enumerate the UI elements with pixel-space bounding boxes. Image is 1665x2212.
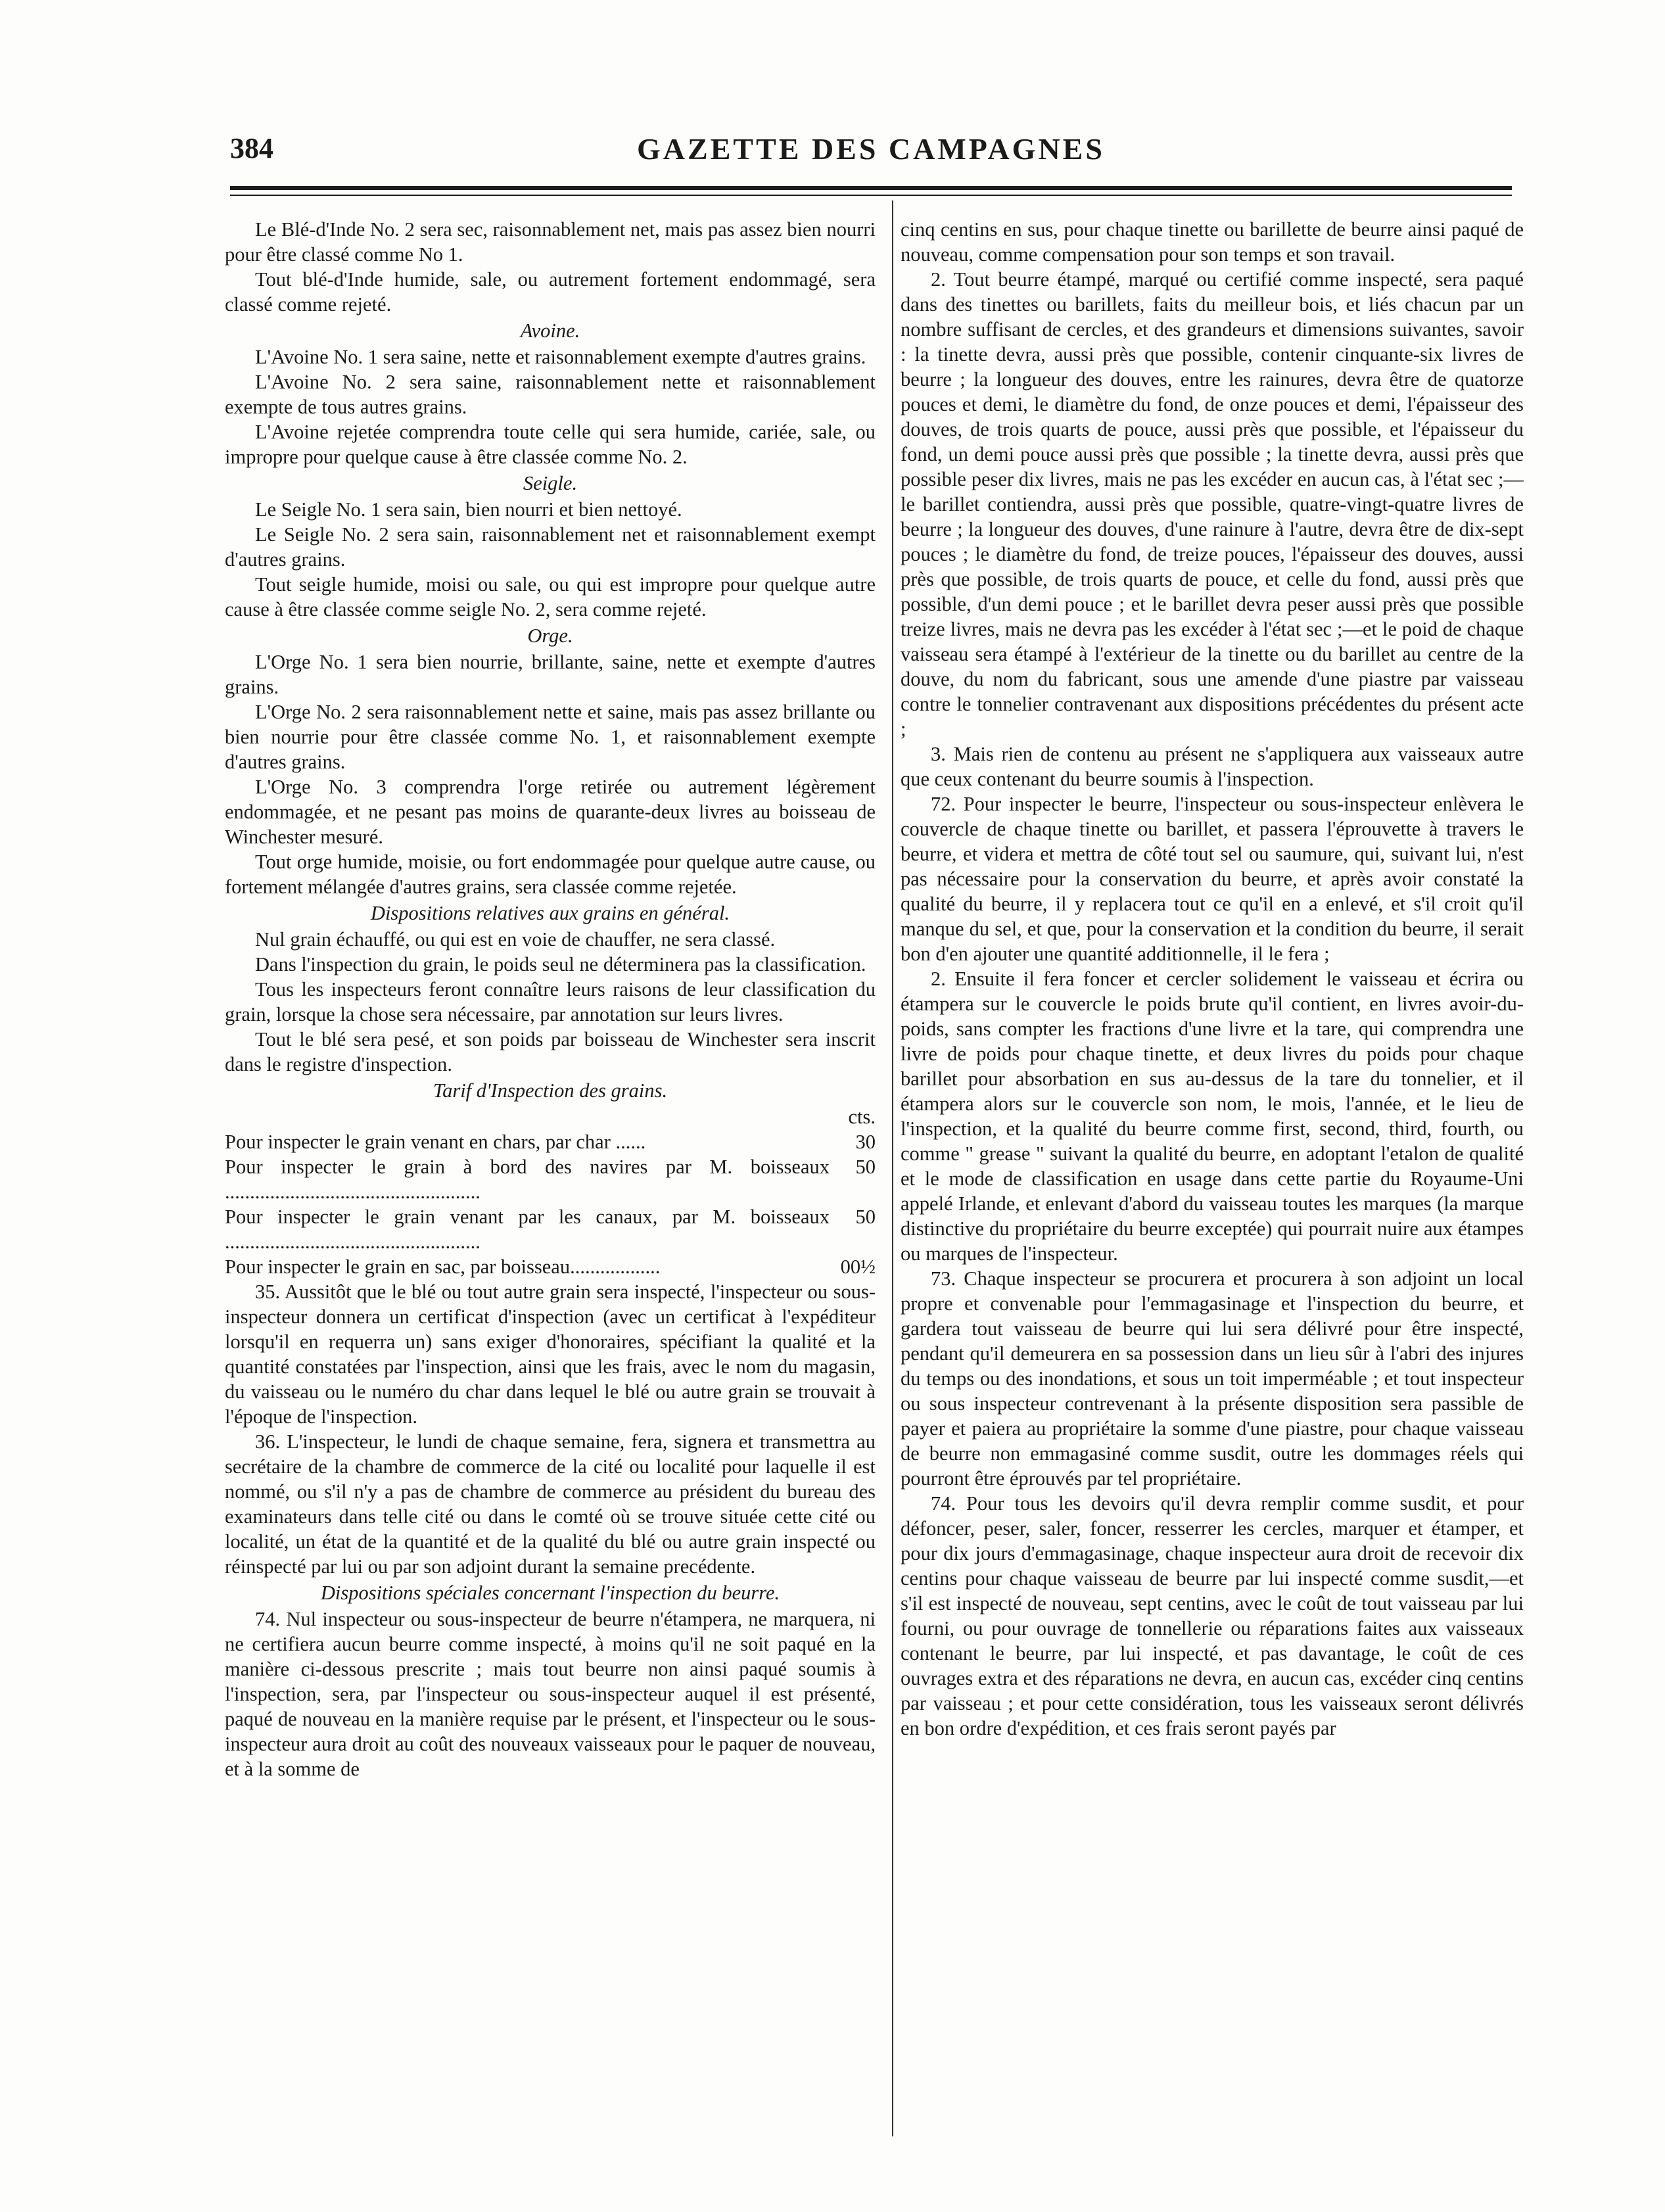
section-heading-seigle: Seigle. <box>523 472 578 494</box>
paragraph: Le Blé-d'Inde No. 2 sera sec, raisonnablement net, mais pas assez bien nourri pour être classé comme No 1. <box>225 218 876 266</box>
paragraph: 3. Mais rien de contenu au présent ne s'appliquera aux vaisseaux autre que ceux contenant du beurre soumis à l'inspection. <box>901 743 1524 790</box>
paragraph: 72. Pour inspecter le beurre, l'inspecteur ou sous-inspecteur enlèvera le couvercle de chaque tinette ou barillet, et passera l'éprouvette à travers le beurre, et videra et mettra de côté tout sel ou saumure, qui, suivant lui, n'est pas nécessaire pour la conservation du beurre, et après avoir constaté la qualité du beurre, il y replacera tout ce qu'il en a enlevé, et s'il croit qu'il manque du sel, et que, pour la conservation et la condition du beurre, il serait bon d'en ajouter une quantité additionnelle, il le fera ; <box>901 793 1524 965</box>
column-divider <box>892 200 893 2136</box>
page-number: 384 <box>230 132 273 164</box>
section-heading-orge: Orge. <box>527 624 573 647</box>
paragraph: 73. Chaque inspecteur se procurera et procurera à son adjoint un local propre et convenable pour l'emmagasinage et l'inspection du beurre, et gardera tout vaisseau de beurre qui lui sera délivré pour être inspecté, pendant qu'il demeurera en sa possession dans un lieu sûr à l'abri des injures du temps ou des inondations, et sous un toit imperméable ; et tout inspecteur ou sous inspecteur contrevenant à la présente disposition sera passible de payer et paiera au propriétaire la somme d'une piastre, pour chaque vaisseau de beurre non emmagasiné comme susdit, outre les dommages réels qui pourront être éprouvés par tel propriétaire. <box>901 1267 1524 1490</box>
paragraph: Le Seigle No. 2 sera sain, raisonnablement net et raisonnablement exempt d'autres grains. <box>225 523 876 571</box>
section-heading-tarif: Tarif d'Inspection des grains. <box>433 1079 668 1102</box>
tariff-row <box>225 1204 876 1254</box>
paragraph: 2. Tout beurre étampé, marqué ou certifié comme inspecté, sera paqué dans des tinettes ou barillets, faits du meilleur bois, et liés chacun par un nombre suffisant de cercles, et des grandeurs et dimensions suivantes, savoir : la tinette devra, aussi près que possible, contenir cinquante-six livres de beurre ; la longueur des douves, entre les rainures, devra être de quatorze pouces et demi, le diamètre du fond, de onze pouces et demi, l'épaisseur des douves, de trois quarts de pouce, aussi près que possible, et l'épaisseur du fond, un demi pouce aussi près que possible ; la tinette devra, aussi près que possible peser dix livres, mais ne pas les excéder en aucun cas, à l'état sec ;—le barillet contiendra, aussi près que possible, quatre-vingt-quatre livres de beurre ; la longueur des douves, d'une rainure à l'autre, devra être de dix-sept pouces ; le diamètre du fond, de treize pouces, l'épaisseur des douves, aussi près que possible, de trois quarts de pouce, et celle du fond, aussi près que possible, d'un demi pouce ; et le barillet devra peser aussi près que possible treize livres, mais ne devra pas les excéder à l'état sec ;—et le poid de chaque vaisseau sera étampé à l'extérieur de la tinette ou du barillet au centre de la douve, du nom du fabricant, sous une amende d'une piastre par vaisseau contre le tonnelier contravenant aux dispositions précédentes du présent acte ; <box>901 268 1524 740</box>
tariff-row <box>225 1154 876 1204</box>
tariff-amount: 50 <box>855 1206 876 1228</box>
paragraph: L'Avoine No. 1 sera saine, nette et raisonnablement exempte d'autres grains. <box>255 346 866 368</box>
paragraph: 35. Aussitôt que le blé ou tout autre grain sera inspecté, l'inspecteur ou sous-inspecteur donnera un certificat d'inspection (avec un certificat à l'expéditeur lorsqu'il en requerra un) sans exiger d'honoraires, spécifiant la qualité et la quantité constatées par l'inspection, ainsi que les frais, avec le nom du magasin, du vaisseau ou le numéro du char dans lequel le blé ou autre grain se trouvait à l'époque de l'inspection. <box>225 1281 876 1428</box>
tariff-unit: cts. <box>848 1106 876 1128</box>
paragraph: Tout seigle humide, moisi ou sale, ou qui est impropre pour quelque autre cause à être classée comme seigle No. 2, sera comme rejeté. <box>225 573 876 621</box>
tariff-amount: 50 <box>855 1156 876 1178</box>
tariff-label: Pour inspecter le grain venant en chars, par char ...... <box>225 1131 646 1153</box>
tariff-amount: 00½ <box>840 1256 876 1278</box>
right-column <box>901 217 1524 2136</box>
paragraph: 36. L'inspecteur, le lundi de chaque semaine, fera, signera et transmettra au secrétaire de la chambre de commerce de la cité ou localité pour laquelle il est nommé, ou s'il n'y a pas de chambre de commerce au président du bureau des examinateurs dans telle cité ou dans le comté où se trouve située cette cité ou localité, un état de la quantité et de la qualité du blé ou autre grain inspecté ou réinspecté par lui ou par son adjoint durant la semaine precédente. <box>225 1430 876 1578</box>
section-heading-dispositions: Dispositions relatives aux grains en général. <box>370 902 730 924</box>
tariff-row <box>225 1129 876 1154</box>
paragraph: 74. Pour tous les devoirs qu'il devra remplir comme susdit, et pour défoncer, peser, saler, foncer, resserrer les cercles, marquer et étamper, et pour dix jours d'emmagasinage, chaque inspecteur aura droit de recevoir dix centins pour chaque vaisseau de beurre par lui inspecté comme susdit,—et s'il est inspecté de nouveau, sept centins, avec le coût de tout vaisseau par lui fourni, ou pour ouvrage de tonnellerie ou réparations faites aux vaisseaux contenant le beurre, par lui inspecté, et pas davantage, le coût de ces ouvrages extra et des réparations ne devra, en aucun cas, excéder cinq centins par vaisseau ; et pour cette considération, tous les vaisseaux seront délivrés en bon ordre d'expédition, et ces frais seront payés par <box>901 1492 1524 1739</box>
paragraph: L'Avoine No. 2 sera saine, raisonnablement nette et raisonnablement exempte de tous autres grains. <box>225 371 876 418</box>
header-rule-thin <box>230 195 1512 196</box>
tariff-row <box>225 1254 876 1279</box>
header-rule-thick <box>230 186 1512 190</box>
section-heading-avoine: Avoine. <box>520 319 580 342</box>
paragraph: L'Orge No. 3 comprendra l'orge retirée ou autrement légèrement endommagée, et ne pesant pas moins de quarante-deux livres au boisseau de Winchester mesuré. <box>225 776 876 848</box>
paragraph: Tout le blé sera pesé, et son poids par boisseau de Winchester sera inscrit dans le registre d'inspection. <box>225 1028 876 1075</box>
paragraph: L'Orge No. 2 sera raisonnablement nette et saine, mais pas assez brillante ou bien nourrie pour être classée comme No. 1, et raisonnablement exempte d'autres grains. <box>225 701 876 773</box>
paragraph: Dans l'inspection du grain, le poids seul ne déterminera pas la classification. <box>255 953 866 976</box>
paragraph: Nul grain échauffé, ou qui est en voie de chauffer, ne sera classé. <box>255 928 776 951</box>
paragraph: Tout orge humide, moisie, ou fort endommagée pour quelque autre cause, ou fortement mélangée d'autres grains, sera classée comme rejetée. <box>225 851 876 898</box>
paragraph: 74. Nul inspecteur ou sous-inspecteur de beurre n'étampera, ne marquera, ni ne certifiera aucun beurre comme inspecté, à moins qu'il ne soit paqué en la manière ci-dessous prescrite ; mais tout beurre non ainsi paqué soumis à l'inspection, sera, par l'inspecteur ou sous-inspecteur auquel il est présenté, paqué de nouveau en la manière requise par le présent, et l'inspecteur ou le sous-inspecteur aura droit au coût des nouveaux vaisseaux pour le paquer de nouveau, et à la somme de <box>225 1608 876 1780</box>
left-column <box>225 217 876 2136</box>
paragraph: L'Orge No. 1 sera bien nourrie, brillante, saine, nette et exempte d'autres grains. <box>225 651 876 698</box>
journal-title: GAZETTE DES CAMPAGNES <box>637 132 1105 166</box>
paragraph: Tous les inspecteurs feront connaître leurs raisons de leur classification du grain, lorsque la chose sera nécessaire, par annotation sur leurs livres. <box>225 978 876 1025</box>
tariff-label: Pour inspecter le grain à bord des navires par M. boisseaux ................................................... <box>225 1156 830 1203</box>
paragraph: L'Avoine rejetée comprendra toute celle qui sera humide, cariée, sale, ou impropre pour quelque cause à être classée comme No. 2. <box>225 421 876 468</box>
paragraph: 2. Ensuite il fera foncer et cercler solidement le vaisseau et écrira ou étampera sur le couvercle le poids brute qu'il contient, en livres avoir-du-poids, sans compter les fractions d'une livre et la tare, qui comprendra une livre de poids pour chaque tinette, et deux livres du poids pour chaque barillet pour absorbation en sus au-dessus de la tare du tonnelier, et il étampera alors sur le couvercle son nom, le mois, l'année, et le lieu de l'inspection, et la qualité du beurre comme first, second, third, fourth, ou comme " grease " suivant la qualité du beurre, en adoptant l'etalon de qualité et le mode de classification en usage dans cette partie du Royaume-Uni appelé Irlande, et enlevant d'abord du vaisseau toutes les marques (la marque distinctive du propriétaire du beurre exceptée) qui pourrait nuire aux étampes ou marques de l'inspecteur. <box>901 968 1524 1265</box>
tariff-label: Pour inspecter le grain venant par les canaux, par M. boisseaux ................................................... <box>225 1206 830 1253</box>
tariff-amount: 30 <box>855 1131 876 1153</box>
paragraph: Tout blé-d'Inde humide, sale, ou autrement fortement endommagé, sera classé comme rejeté. <box>225 268 876 316</box>
paragraph: cinq centins en sus, pour chaque tinette ou barillette de beurre ainsi paqué de nouveau, comme compensation pour son temps et son travail. <box>901 218 1524 266</box>
section-heading-beurre: Dispositions spéciales concernant l'inspection du beurre. <box>320 1582 780 1604</box>
tariff-label: Pour inspecter le grain en sac, par boisseau.................. <box>225 1256 661 1278</box>
paragraph: Le Seigle No. 1 sera sain, bien nourri et bien nettoyé. <box>255 498 682 521</box>
page-header <box>230 131 1512 171</box>
